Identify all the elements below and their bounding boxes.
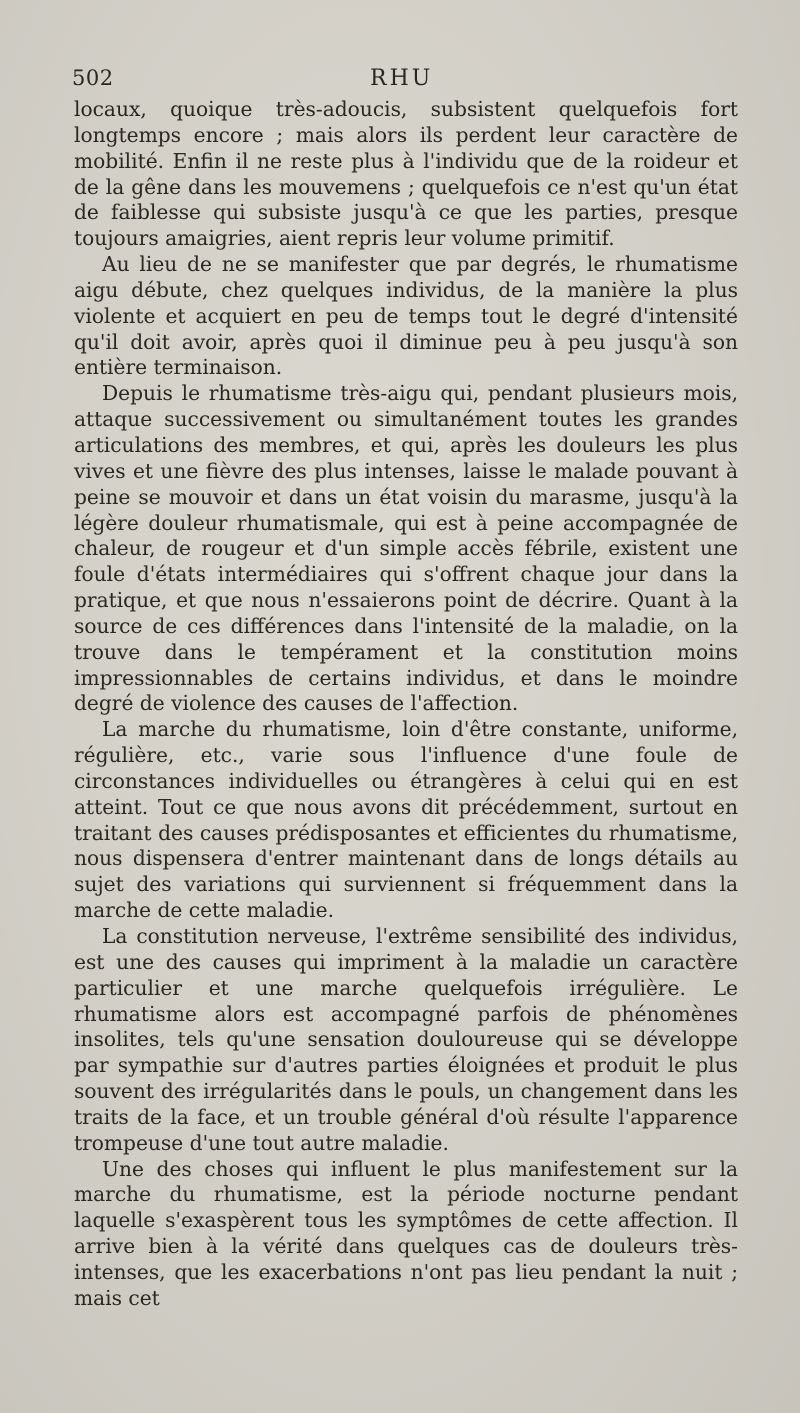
body-text — [74, 97, 738, 1312]
page-number: 502 — [72, 66, 114, 90]
running-head: RHU — [370, 66, 434, 91]
paragraph: La marche du rhumatisme, loin d'être constante, uniforme, régulière, etc., varie sous l'influence d'une foule de circonstances individuelles ou étrangères à celui qui en est atteint. Tout ce que nous avons dit précédemment, surtout en traitant des causes prédisposantes et efficientes du rhumatisme, nous dispensera d'entrer maintenant dans de longs détails au sujet des variations qui surviennent si fréquemment dans la marche de cette maladie. — [74, 717, 738, 923]
paragraph: Au lieu de ne se manifester que par degrés, le rhumatisme aigu débute, chez quelques individus, de la manière la plus violente et acquiert en peu de temps tout le degré d'intensité qu'il doit avoir, après quoi il diminue peu à peu jusqu'à son entière terminaison. — [74, 252, 738, 380]
paragraph: La constitution nerveuse, l'extrême sensibilité des individus, est une des causes qui impriment à la maladie un caractère particulier et une marche quelquefois irrégulière. Le rhumatisme alors est accompagné parfois de phénomènes insolites, tels qu'une sensation douloureuse qui se développe par sympathie sur d'autres parties éloignées et produit le plus souvent des irrégularités dans le pouls, un changement dans les traits de la face, et un trouble général d'où résulte l'apparence trompeuse d'une tout autre maladie. — [74, 924, 738, 1155]
paragraph-continuation: locaux, quoique très-adoucis, subsistent quelquefois fort longtemps encore ; mais alors ils perdent leur caractère de mobilité. Enfin il ne reste plus à l'individu que de la roideur et de la gêne dans les mouvemens ; quelquefois ce n'est qu'un état de faiblesse qui subsiste jusqu'à ce que les parties, presque toujours amaigries, aient repris leur volume primitif. — [74, 97, 738, 251]
paragraph: Depuis le rhumatisme très-aigu qui, pendant plusieurs mois, attaque successivement ou simultanément toutes les grandes articulations des membres, et qui, après les douleurs les plus vives et une fièvre des plus intenses, laisse le malade pouvant à peine se mouvoir et dans un état voisin du marasme, jusqu'à la légère douleur rhumatismale, qui est à peine accompagnée de chaleur, de rougeur et d'un simple accès fébrile, existent une foule d'états intermédiaires qui s'offrent chaque jour dans la pratique, et que nous n'essaierons point de décrire. Quant à la source de ces différences dans l'intensité de la maladie, on la trouve dans le tempérament et la constitution moins impressionnables de certains individus, et dans le moindre degré de violence des causes de l'affection. — [74, 381, 738, 716]
paragraph: Une des choses qui influent le plus manifestement sur la marche du rhumatisme, est la période nocturne pendant laquelle s'exaspèrent tous les symptômes de cette affection. Il arrive bien à la vérité dans quelques cas de douleurs très-intenses, que les exacerbations n'ont pas lieu pendant la nuit ; mais cet — [74, 1156, 738, 1310]
page-header — [72, 66, 742, 96]
